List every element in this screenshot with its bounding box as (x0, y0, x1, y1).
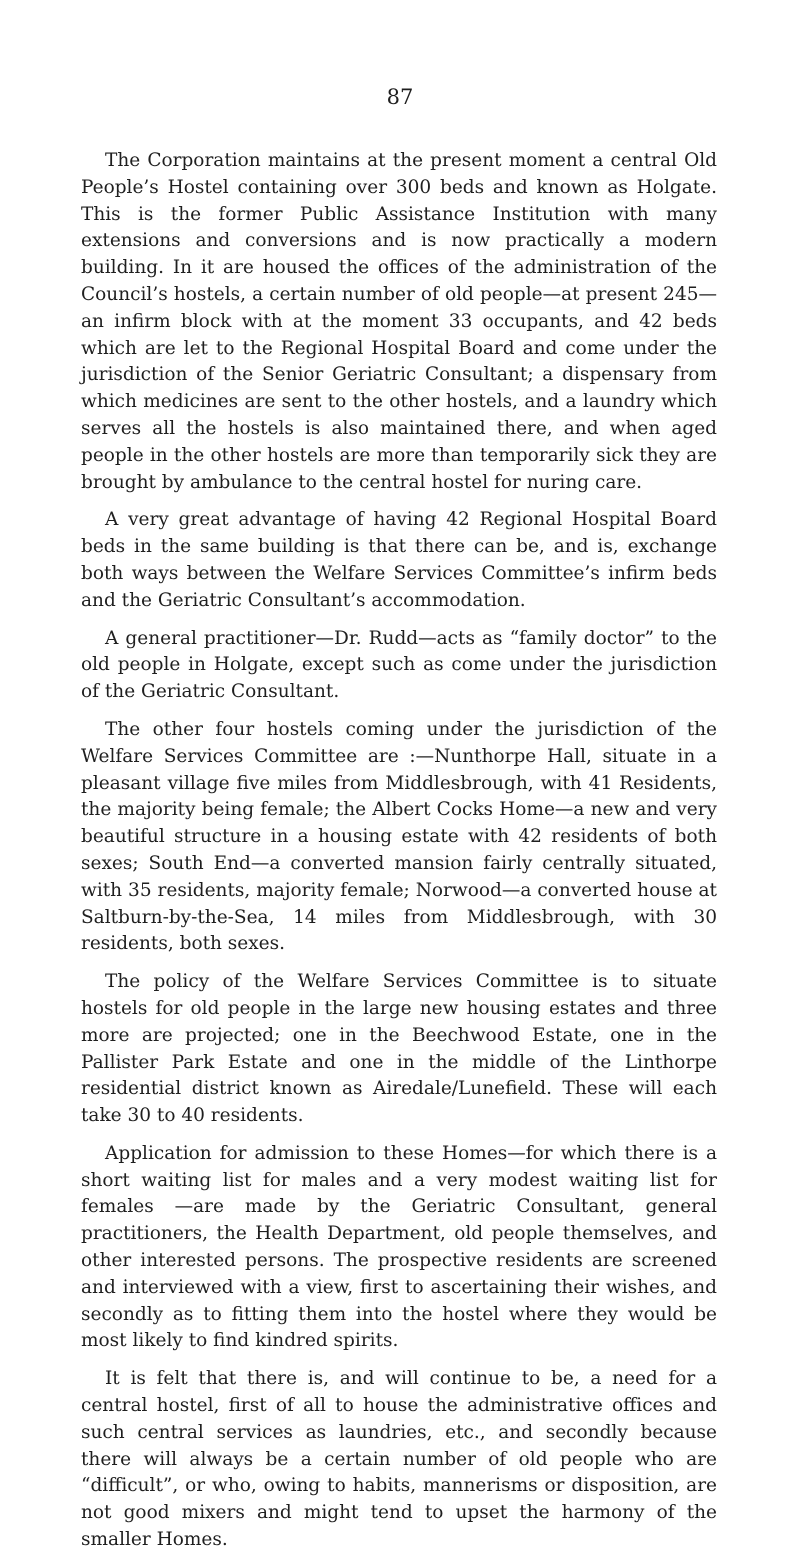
paragraph-general-practitioner: A general practitioner—Dr. Rudd—acts as “family doctor” to the old people in Holgate, except such as come under the jurisdiction of the Geriatric Consultant. (81, 627, 717, 703)
page-number: 87 (386, 85, 414, 109)
paragraph-holgate-hostel: The Corporation maintains at the present moment a central Old People’s Hostel containing over 300 beds and known as Holgate. This is the former Public Assistance Institution with many extensions and conversions and is now practically a modern building. In it are housed the offices of the administration of the Council’s hostels, a certain number of old people—at present 245—an infirm block with at the moment 33 occupants, and 42 beds which are let to the Regional Hospital Board and come under the jurisdiction of the Senior Geriatric Consultant; a dispensary from which medicines are sent to the other hostels, and a laundry which serves all the hostels is also maintained there, and when aged people in the other hostels are more than temporarily sick they are brought by ambulance to the central hostel for nuring care. (81, 150, 717, 493)
paragraph-admission: Application for admission to these Homes—for which there is a short waiting list for males and a very modest waiting list for females —are made by the Geriatric Consultant, general practitioners, the Health Department, old people themselves, and other interested persons. The prospective residents are screened and interviewed with a view, first to ascertaining their wishes, and secondly as to fitting them into the hostel where they would be most likely to find kindred spirits. (81, 1142, 717, 1352)
paragraph-policy: The policy of the Welfare Services Committee is to situate hostels for old people in the large new housing estates and three more are projected; one in the Beechwood Estate, one in the Pallister Park Estate and one in the middle of the Linthorpe residential district known as Airedale/Lunefield. These will each take 30 to 40 residents. (81, 971, 717, 1127)
body-text (81, 148, 717, 1565)
paragraph-other-hostels: The other four hostels coming under the jurisdiction of the Welfare Services Committee are :—Nunthorpe Hall, situate in a pleasant village five miles from Middlesbrough, with 41 Residents, the majority being female; the Albert Cocks Home—a new and very beautiful structure in a housing estate with 42 residents of both sexes; South End—a converted mansion fairly centrally situated, with 35 residents, majority female; Norwood—a converted house at Saltburn-by-the-Sea, 14 miles from Middlesbrough, with 30 residents, both sexes. (81, 718, 717, 955)
paragraph-regional-beds: A very great advantage of having 42 Regional Hospital Board beds in the same building is that there can be, and is, exchange both ways between the Welfare Services Committee’s infirm beds and the Geriatric Consultant’s accommodation. (81, 509, 717, 611)
paragraph-central-hostel-need: It is felt that there is, and will continue to be, a need for a central hostel, first of all to house the administrative offices and such central services as laundries, etc., and secondly because there will always be a certain number of old people who are “difficult”, or who, owing to habits, mannerisms or disposition, are not good mixers and might tend to upset the harmony of the smaller Homes. (81, 1368, 717, 1551)
